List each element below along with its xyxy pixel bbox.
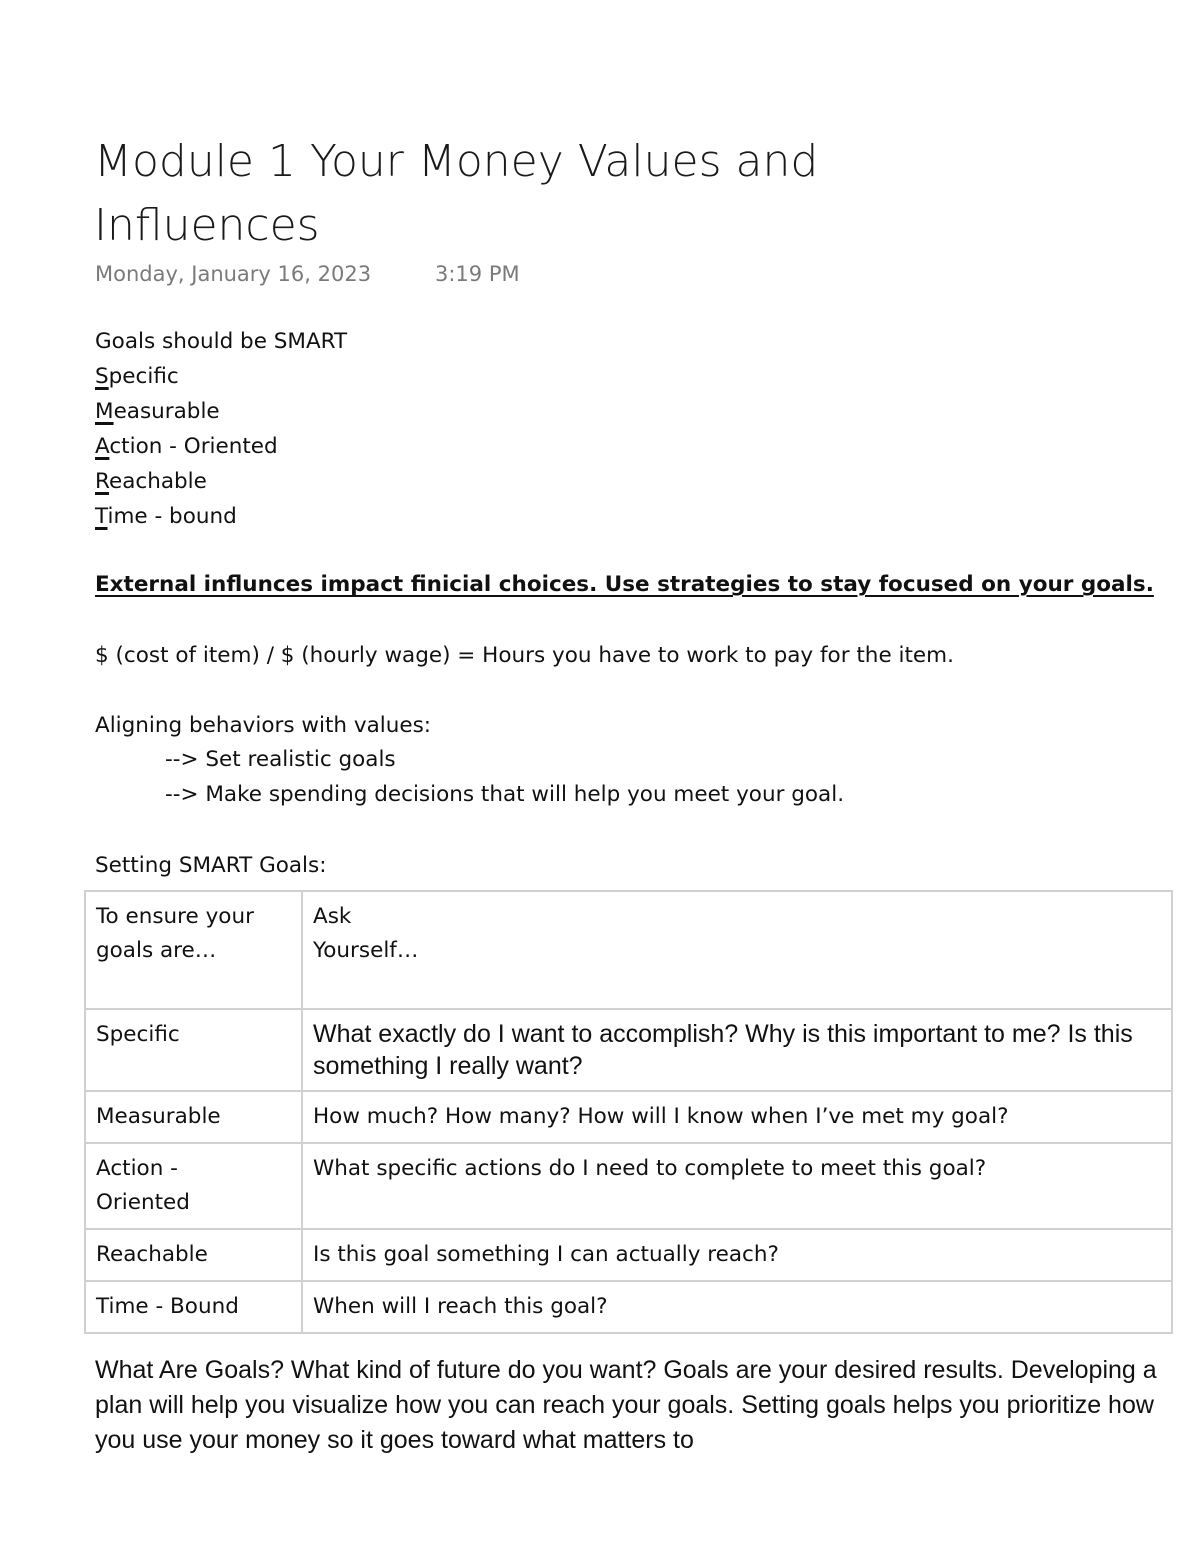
table-cell: Reachable <box>85 1229 302 1281</box>
smart-list <box>95 324 347 534</box>
smart-item-measurable <box>95 394 347 429</box>
table-cell: Measurable <box>85 1091 302 1143</box>
smart-rest: easurable <box>113 399 220 424</box>
table-cell: Is this goal something I can actually reach? <box>302 1229 1172 1281</box>
note-time: 3:19 PM <box>435 262 520 286</box>
table-cell: When will I reach this goal? <box>302 1281 1172 1333</box>
smart-item-specific <box>95 359 347 394</box>
table-cell: How much? How many? How will I know when I’ve met my goal? <box>302 1091 1172 1143</box>
smart-item-time-bound <box>95 499 347 534</box>
table-caption: Setting SMART Goals: <box>95 853 327 878</box>
note-date: Monday, January 16, 2023 <box>95 262 372 286</box>
table-header-row <box>85 891 1172 1009</box>
goals-paragraph: What Are Goals? What kind of future do you want? Goals are your desired results. Developing a plan will help you visualize how you can reach your goals. Setting goals helps you prioritize how you use your money so it goes toward what matters to <box>95 1356 1157 1454</box>
table-cell: Specific <box>85 1009 302 1091</box>
table-cell: Time - Bound <box>85 1281 302 1333</box>
cost-formula: $ (cost of item) / $ (hourly wage) = Hours you have to work to pay for the item. <box>95 643 954 668</box>
smart-heading: Goals should be SMART <box>95 329 348 354</box>
page-title: Module 1 Your Money Values and Influences <box>94 136 819 251</box>
table-cell: What specific actions do I need to complete to meet this goal? <box>302 1143 1172 1229</box>
table-cell: What exactly do I want to accomplish? Why is this important to me? Is this something I really want? <box>302 1009 1172 1091</box>
table-row <box>85 1143 1172 1229</box>
goals-paragraph-container <box>95 1353 1185 1454</box>
smart-letter: S <box>95 364 109 389</box>
table-row <box>85 1009 1172 1091</box>
table-row <box>85 1091 1172 1143</box>
table-header-cell <box>302 891 1172 1009</box>
smart-letter: M <box>95 399 114 424</box>
table-row <box>85 1229 1172 1281</box>
aligning-bullet: --> Make spending decisions that will help you meet your goal. <box>165 782 845 807</box>
aligning-bullet: --> Set realistic goals <box>165 747 396 772</box>
smart-rest: pecific <box>108 364 179 389</box>
smart-rest: ime - bound <box>107 504 237 529</box>
smart-letter: R <box>95 469 109 494</box>
note-timestamp <box>95 262 520 286</box>
table-row <box>85 1281 1172 1333</box>
smart-rest: eachable <box>108 469 207 494</box>
smart-letter: T <box>95 504 108 529</box>
smart-letter: A <box>95 434 110 459</box>
smart-goals-table <box>84 890 1173 1334</box>
aligning-heading: Aligning behaviors with values: <box>95 713 432 738</box>
smart-item-action-oriented <box>95 429 347 464</box>
external-influences-heading: External influnces impact finicial choices. Use strategies to stay focused on your goals. <box>95 572 1154 597</box>
table-header-text: Ask Yourself… <box>313 904 419 963</box>
smart-item-reachable <box>95 464 347 499</box>
smart-rest: ction - Oriented <box>109 434 278 459</box>
table-cell: Action - Oriented <box>85 1143 302 1229</box>
table-header-cell: To ensure your goals are… <box>85 891 302 1009</box>
